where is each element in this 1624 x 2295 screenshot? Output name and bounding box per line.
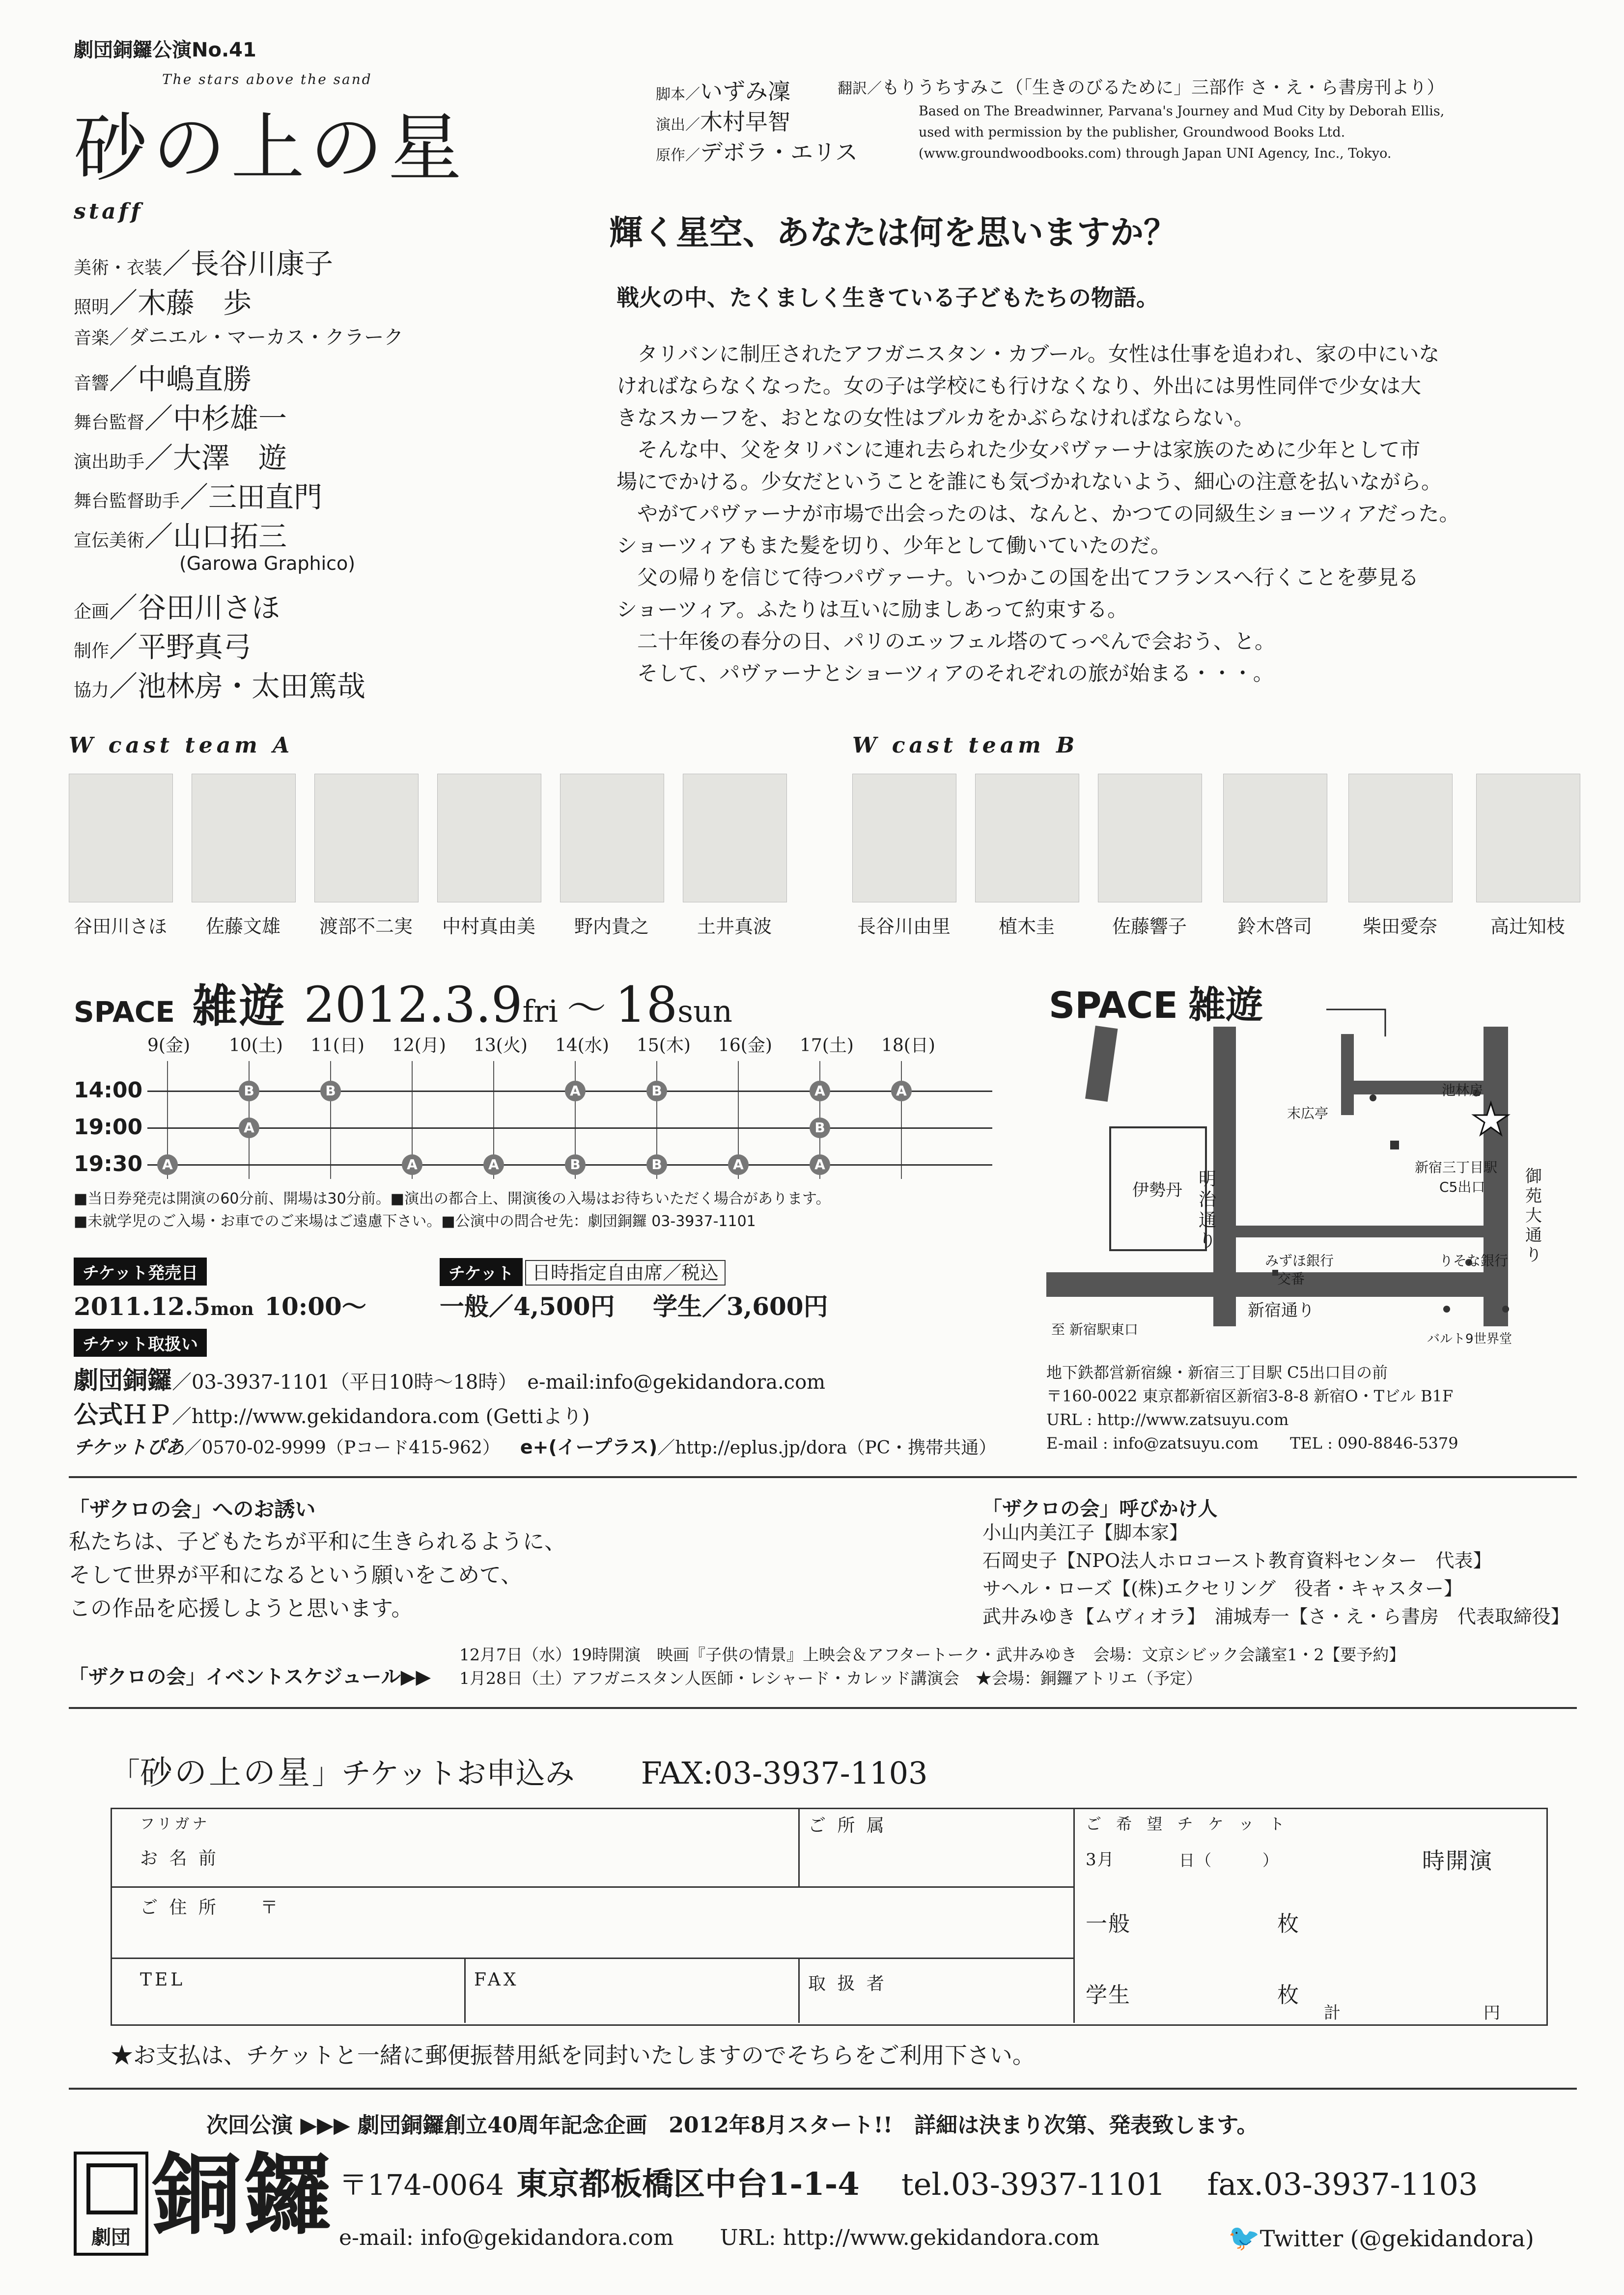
schedule-grid — [74, 1032, 997, 1179]
translator-name: もりうちすみこ（「生きのびるために」三部作 さ・え・ら書房刊より） — [882, 78, 1445, 98]
map-label-shinjuku-dori: 新宿通り — [1248, 1301, 1315, 1320]
cast-name: 高辻知枝 — [1490, 916, 1565, 937]
furigana-label: フリガナ — [140, 1816, 210, 1833]
show-time-field[interactable]: 時開演 — [1422, 1847, 1493, 1874]
map-label-koban: 交番 — [1277, 1271, 1305, 1287]
pia-detail: ／0570-02-9999（Pコード415-962） — [184, 1438, 500, 1458]
cast-photo — [1476, 774, 1580, 902]
performance-mark-b: B — [239, 1081, 259, 1101]
footer-email[interactable]: e-mail: info@gekidandora.com — [339, 2225, 674, 2250]
map-poi — [1370, 1094, 1376, 1101]
map-label-isetan: 伊勢丹 — [1132, 1180, 1182, 1200]
day-field[interactable]: 日（ ） — [1179, 1851, 1280, 1870]
event-list — [459, 1643, 1405, 1690]
footer-fax: fax.03-3937-1103 — [1207, 2166, 1478, 2202]
performance-mark-a: A — [728, 1154, 749, 1175]
map-label-east: 至 新宿駅東口 — [1051, 1321, 1138, 1338]
zakuro-invite-title: 「ザクロの会」へのお誘い — [69, 1497, 316, 1521]
based-on-line: used with permission by the publisher, Groundwood Books Ltd. — [919, 125, 1345, 140]
run-start-day: fri — [522, 993, 558, 1029]
credit-role: 原作 — [656, 147, 685, 164]
staff-role: 宣伝美術 — [74, 531, 145, 551]
invite-line: 私たちは、子どもたちが平和に生きられるように、 — [69, 1529, 566, 1554]
venue-name: 雑遊 — [192, 980, 287, 1033]
map-label-resona: りそな銀行 — [1439, 1253, 1509, 1269]
schedule-day: 18(日) — [881, 1036, 935, 1056]
form-line — [798, 1958, 800, 2023]
handler-dora[interactable] — [74, 1361, 825, 1396]
staff-name: 谷田川さほ — [138, 591, 280, 624]
cast-photo — [975, 774, 1079, 902]
affiliation-field[interactable]: ご 所 属 — [808, 1816, 887, 1836]
student-label: 学生 — [1086, 1983, 1131, 2008]
map-poi — [1502, 1306, 1509, 1313]
invite-line: そして世界が平和になるという願いをこめて、 — [69, 1563, 523, 1588]
form-title-close: 」チケットお申込み — [312, 1757, 575, 1791]
event-item: 1月28日（土）アフガニスタン人医師・レシャード・カレッド講演会 ★会場：銅鑼アトリエ（予定） — [459, 1669, 1203, 1688]
schedule-time: 14:00 — [74, 1078, 143, 1103]
schedule-day-line — [330, 1061, 331, 1179]
form-fax-number: FAX:03-3937-1103 — [641, 1755, 928, 1791]
team-b-label: W cast team B — [852, 733, 1079, 758]
schedule-day: 14(水) — [555, 1036, 609, 1056]
handler-hp[interactable] — [74, 1395, 589, 1430]
map-label-baltic: バルト9 — [1427, 1332, 1474, 1346]
schedule-notes — [74, 1188, 831, 1233]
cast-photo — [192, 774, 296, 902]
tel-field[interactable]: TEL — [140, 1970, 186, 1990]
footer-address: 東京都板橋区中台1-1-4 — [516, 2166, 860, 2203]
schedule-day: 17(土) — [800, 1036, 854, 1056]
event-label: 「ザクロの会」イベントスケジュール — [69, 1665, 401, 1688]
form-line — [111, 1886, 1073, 1888]
cast-name: 渡部不二実 — [319, 916, 413, 937]
staff-name: 長谷川康子 — [191, 247, 334, 280]
next-performance: 次回公演 ▶▶▶ 劇団銅鑼創立40周年記念企画 2012年8月スタート!! 詳細は決まり次第、発表致します。 — [206, 2113, 1259, 2138]
staff-role: 演出助手 — [74, 452, 145, 472]
performance-mark-a: A — [239, 1118, 259, 1138]
footer-postal: 〒174-0064 — [339, 2168, 504, 2202]
staff-name: 平野真弓 — [138, 630, 252, 664]
event-item: 12月7日（水）19時開演 映画『子供の情景』上映会＆アフタートーク・武井みゆき 会場：文京シビック会議室1・2【要予約】 — [459, 1645, 1405, 1664]
staff-name: 中嶋直勝 — [138, 363, 252, 396]
footer-tel[interactable]: tel.03-3937-1101 — [901, 2166, 1166, 2202]
staff-name: 山口拓三 — [173, 520, 287, 553]
map-label-mizuho: みずほ銀行 — [1265, 1253, 1334, 1269]
run-tilde: ～ — [566, 985, 606, 1031]
map-poi — [1443, 1306, 1450, 1313]
ticket-prices — [440, 1287, 828, 1322]
cast-name: 野内貴之 — [574, 916, 649, 937]
performance-mark-a: A — [810, 1081, 830, 1101]
credit-name: 木村早智 — [700, 109, 790, 135]
cast-photo — [1098, 774, 1202, 902]
handler-detail: ／03-3937-1101（平日10時～18時） e-mail:info@gekidandora.com — [172, 1371, 826, 1394]
credit-role: 脚本 — [656, 86, 685, 103]
sale-date-value: 2011.12.5 — [74, 1292, 211, 1321]
invite-line: この作品を応援しようと思います。 — [69, 1596, 413, 1621]
story-line: そして、パヴァーナとショーツィアのそれぞれの旅が始まる・・・。 — [616, 661, 1274, 685]
address-line: 地下鉄都営新宿線・新宿三丁目駅 C5出口目の前 — [1046, 1363, 1388, 1382]
run-end-day: sun — [677, 993, 732, 1029]
credit-role: 演出 — [656, 116, 685, 134]
cast-name: 土井真波 — [697, 916, 772, 937]
schedule-day: 10(土) — [229, 1036, 283, 1056]
story-headline: 輝く星空、あなたは何を思いますか？ — [609, 213, 1177, 252]
map-label-gyoen: 御苑大通り — [1525, 1167, 1542, 1265]
map-address — [1046, 1361, 1458, 1455]
form-line — [798, 1808, 800, 1886]
price-student: 学生／3,600円 — [653, 1292, 828, 1321]
story-line: 二十年後の春分の日、パリのエッフェル塔のてっぺんで会おう、と。 — [616, 629, 1276, 653]
footer-contact — [339, 2159, 1478, 2204]
general-count-field[interactable]: 枚 — [1277, 1911, 1302, 1936]
address-line: 〒160-0022 東京都新宿区新宿3-8-8 新宿O・Tビル B1F — [1046, 1387, 1454, 1405]
map-label-exit2: C5出口 — [1439, 1179, 1485, 1195]
price-general: 一般／4,500円 — [440, 1292, 615, 1321]
twitter-bird-icon: 🐦 — [1228, 2223, 1260, 2253]
name-field[interactable]: お 名 前 — [140, 1848, 219, 1869]
schedule-day: 13(火) — [474, 1036, 528, 1056]
logo-square-icon — [86, 2163, 138, 2214]
staff-role: 協力 — [74, 680, 110, 700]
performance-mark-a: A — [565, 1081, 586, 1101]
form-line — [1073, 1808, 1075, 2023]
sale-tag-wrap — [74, 1258, 207, 1286]
performance-mark-a: A — [402, 1154, 422, 1175]
cast-photo — [1348, 774, 1453, 902]
schedule-day: 11(日) — [310, 1036, 364, 1056]
handler-name: 公式ＨＰ — [74, 1400, 172, 1429]
form-title — [111, 1746, 928, 1793]
map-label-suehiro: 末広亭 — [1287, 1105, 1329, 1121]
logo-mark — [74, 2152, 148, 2256]
performance-mark-a: A — [157, 1154, 178, 1175]
performance-mark-b: B — [646, 1081, 667, 1101]
performance-mark-a: A — [891, 1081, 912, 1101]
zakuro-callers — [982, 1519, 1569, 1631]
performance-mark-a: A — [483, 1154, 504, 1175]
form-title-open: 「 — [111, 1757, 140, 1791]
caller: 小山内美江子【脚本家】 — [982, 1522, 1188, 1543]
total-label: 計 — [1324, 2003, 1344, 2023]
schedule-title — [74, 970, 732, 1035]
eplus-logo: e+(イープラス) — [520, 1436, 658, 1458]
form-line — [111, 1958, 1073, 1959]
sale-time: 10:00～ — [264, 1292, 366, 1321]
event-schedule-label — [69, 1661, 431, 1689]
translator: 翻訳／もりうちすみこ（「生きのびるために」三部作 さ・え・ら書房刊より） — [838, 78, 1445, 98]
venue-contact[interactable]: E-mail : info@zatsuyu.com TEL : 090-8846-5379 — [1046, 1434, 1458, 1453]
play-arrows-icon: ▶▶ — [400, 1665, 431, 1688]
schedule-note: ■当日券発売は開演の60分前、開場は30分前。■演出の都合上、開演後の入場はお待ちいただく場合があります。 — [74, 1190, 831, 1207]
company-number: 劇団銅鑼公演No.41 — [74, 39, 256, 61]
student-count-field[interactable]: 枚 — [1277, 1983, 1302, 2008]
team-a-label: W cast team A — [69, 733, 294, 758]
schedule-note: ■未就学児のご入場・お車でのご来場はご遠慮下さい。■公演中の問合せ先：劇団銅鑼 03-3937-1101 — [74, 1213, 756, 1230]
sale-tag: チケット発売日 — [74, 1258, 207, 1286]
staff-name: 中杉雄一 — [173, 402, 287, 435]
staff-name: 大澤 遊 — [173, 441, 287, 475]
map-label-sekaido: 世界堂 — [1474, 1332, 1512, 1346]
credit-name: デボラ・エリス — [700, 139, 858, 166]
caller: 武井みゆき【ムヴィオラ】 浦城寿一【さ・え・ら書房 代表取締役】 — [982, 1606, 1569, 1627]
staff-role: 制作 — [74, 641, 110, 661]
side-road — [1341, 1034, 1354, 1115]
schedule-time: 19:00 — [74, 1115, 143, 1140]
pia-logo: チケットぴあ — [74, 1436, 184, 1458]
cast-photo — [314, 774, 419, 902]
ticket-type: 日時指定自由席／税込 — [525, 1260, 726, 1286]
map-label-meiji: 明治通り — [1199, 1169, 1217, 1251]
credit-name: いずみ凜 — [700, 78, 790, 105]
cast-photo — [683, 774, 787, 902]
fax-field[interactable]: FAX — [474, 1970, 519, 1990]
footer-twitter[interactable] — [1228, 2223, 1534, 2253]
cast-name: 佐藤文雄 — [205, 916, 280, 937]
staff-name: ダニエル・マーカス・クラーク — [129, 326, 404, 349]
story-subhead: 戦火の中、たくましく生きている子どもたちの物語。 — [616, 284, 1159, 311]
staff-role: 舞台監督 — [74, 413, 145, 433]
footer-url[interactable]: URL: http://www.gekidandora.com — [720, 2225, 1100, 2250]
cast-name: 中村真由美 — [442, 916, 535, 937]
form-line — [464, 1958, 466, 2023]
cast-photo — [437, 774, 541, 902]
venue-url[interactable]: URL : http://www.zatsuyu.com — [1046, 1410, 1289, 1429]
staff-role: 音楽 — [74, 328, 110, 348]
schedule-day-line — [901, 1061, 902, 1179]
based-on-line: (www.groundwoodbooks.com) through Japan UNI Agency, Inc., Tokyo. — [919, 146, 1392, 161]
divider — [69, 2088, 1577, 2090]
run-end-date: 18 — [615, 976, 678, 1034]
handler-pia-eplus[interactable] — [74, 1432, 996, 1459]
handler-detail: ／http://www.gekidandora.com (Gettiより) — [172, 1405, 590, 1428]
story-line: 父の帰りを信じて待つパヴァーナ。いつかこの国を出てフランスへ行くことを夢見る — [616, 565, 1419, 589]
story-line: ショーツィア。ふたりは互いに励ましあって約束する。 — [616, 597, 1128, 621]
map-label-exit: 新宿三丁目駅 — [1415, 1159, 1498, 1175]
exit-marker — [1390, 1141, 1399, 1149]
form-title-name: 砂の上の星 — [140, 1754, 312, 1791]
ticket-tag: チケット — [440, 1258, 523, 1286]
run-start-date: 2012.3.9 — [304, 976, 523, 1034]
side-road — [1085, 1026, 1118, 1102]
story-line: やがてパヴァーナが市場で出会ったのは、なんと、かつての同級生ショーツィアだった。 — [616, 502, 1460, 526]
staff-role: 音響 — [74, 373, 110, 393]
map-pointer-line — [1326, 1009, 1385, 1036]
staff-role: 美術・衣装 — [74, 258, 163, 278]
staff-heading: staff — [74, 199, 143, 224]
based-on-line: Based on The Breadwinner, Parvana's Journey and Mud City by Deborah Ellis, — [919, 104, 1445, 119]
staff-role: 照明 — [74, 297, 110, 317]
staff-role: 舞台監督助手 — [74, 491, 180, 511]
story-line: タリバンに制圧されたアフガニスタン・カブール。女性は仕事を追われ、家の中にいな — [616, 342, 1440, 366]
story-line: そんな中、父をタリバンに連れ去られた少女パヴァーナは家族のために少年として市 — [616, 438, 1421, 462]
story-line: きなスカーフを、おとなの女性はブルカをかぶらなければならない。 — [616, 406, 1255, 430]
caller: サヘル・ローズ【(株)エクセリング 役者・キャスター】 — [982, 1578, 1462, 1599]
schedule-day: 12(月) — [392, 1036, 446, 1056]
schedule-day: 15(木) — [637, 1036, 691, 1056]
map-venue-prefix: SPACE — [1049, 984, 1178, 1027]
sale-day: mon — [210, 1299, 254, 1319]
wish-label: ご 希 望 チ ケ ッ ト — [1086, 1815, 1290, 1833]
performance-mark-b: B — [565, 1154, 586, 1175]
story-line: ければならなくなった。女の子は学校にも行けなくなり、外出には男性同伴で少女は大 — [616, 374, 1422, 398]
performance-mark-b: B — [646, 1154, 667, 1175]
staff-name: 三田直門 — [208, 480, 323, 514]
logo-small-text: 劇団 — [91, 2226, 131, 2249]
cast-name: 柴田愛奈 — [1362, 916, 1437, 937]
zakuro-callers-title: 「ザクロの会」呼びかけ人 — [982, 1497, 1218, 1520]
performance-mark-b: B — [810, 1118, 830, 1138]
schedule-day: 9(金) — [147, 1036, 190, 1056]
total-yen-field[interactable]: 円 — [1484, 2003, 1503, 2023]
payment-note: ★お支払は、チケットと一緒に郵便振替用紙を同封いたしますのでそちらをご利用下さい。 — [111, 2042, 1035, 2069]
logo-text: 銅鑼 — [152, 2144, 336, 2247]
cast-name: 谷田川さほ — [73, 916, 167, 937]
ticket-type-row — [440, 1258, 726, 1286]
cast-photo — [69, 774, 173, 902]
cast-photo — [852, 774, 956, 902]
cast-photo — [560, 774, 664, 902]
based-on-notice — [919, 101, 1444, 164]
divider — [69, 1707, 1577, 1709]
general-label: 一般 — [1086, 1911, 1131, 1936]
translator-role: 翻訳 — [838, 80, 867, 97]
cast-name: 鈴木啓司 — [1237, 916, 1312, 937]
map-label-ikeda: 池林房 — [1442, 1082, 1484, 1098]
map-venue-name: 雑遊 — [1188, 983, 1263, 1027]
side-road — [1236, 1226, 1484, 1237]
schedule-time-line — [147, 1127, 992, 1129]
schedule-time: 19:30 — [74, 1151, 143, 1176]
cast-photo — [1223, 774, 1327, 902]
cast-name: 長谷川由里 — [857, 916, 951, 937]
twitter-handle: Twitter (@gekidandora) — [1260, 2225, 1534, 2252]
story-body — [616, 338, 1579, 689]
show-title: 砂の上の星 — [74, 106, 467, 191]
venue-prefix: SPACE — [74, 995, 175, 1029]
handler-tag-wrap — [74, 1329, 207, 1357]
footer-links — [339, 2225, 1099, 2250]
address-field[interactable]: ご 住 所 〒 — [140, 1898, 281, 1918]
zakuro-invite-body — [69, 1525, 566, 1625]
staff-garowa: (Garowa Graphico) — [179, 553, 356, 574]
story-line: ショーツィアもまた髪を切り、少年として働いていたのだ。 — [616, 533, 1171, 558]
performance-mark-b: B — [320, 1081, 341, 1101]
cast-name: 佐藤響子 — [1112, 916, 1187, 937]
divider — [69, 1476, 1577, 1478]
handler-name: 劇団銅鑼 — [74, 1366, 172, 1395]
handler-tag: チケット取扱い — [74, 1329, 207, 1357]
story-line: 場にでかける。少女だということを誰にも気づかれないよう、細心の注意を払いながら。 — [616, 470, 1442, 494]
performance-mark-a: A — [810, 1154, 830, 1175]
subtitle-en: The stars above the sand — [162, 71, 372, 87]
cast-name: 植木圭 — [998, 916, 1055, 937]
sale-date — [74, 1287, 366, 1322]
schedule-day: 16(金) — [718, 1036, 772, 1056]
staff-name: 池林房・太田篤哉 — [138, 670, 366, 703]
caller: 石岡史子【NPO法人ホロコースト教育資料センター 代表】 — [982, 1550, 1492, 1571]
handler-field[interactable]: 取 扱 者 — [808, 1974, 887, 1994]
staff-role: 企画 — [74, 602, 110, 622]
month-field[interactable]: 3月 — [1086, 1850, 1115, 1870]
staff-name: 木藤 歩 — [138, 286, 252, 320]
eplus-detail: ／http://eplus.jp/dora（PC・携帯共通） — [657, 1438, 997, 1458]
